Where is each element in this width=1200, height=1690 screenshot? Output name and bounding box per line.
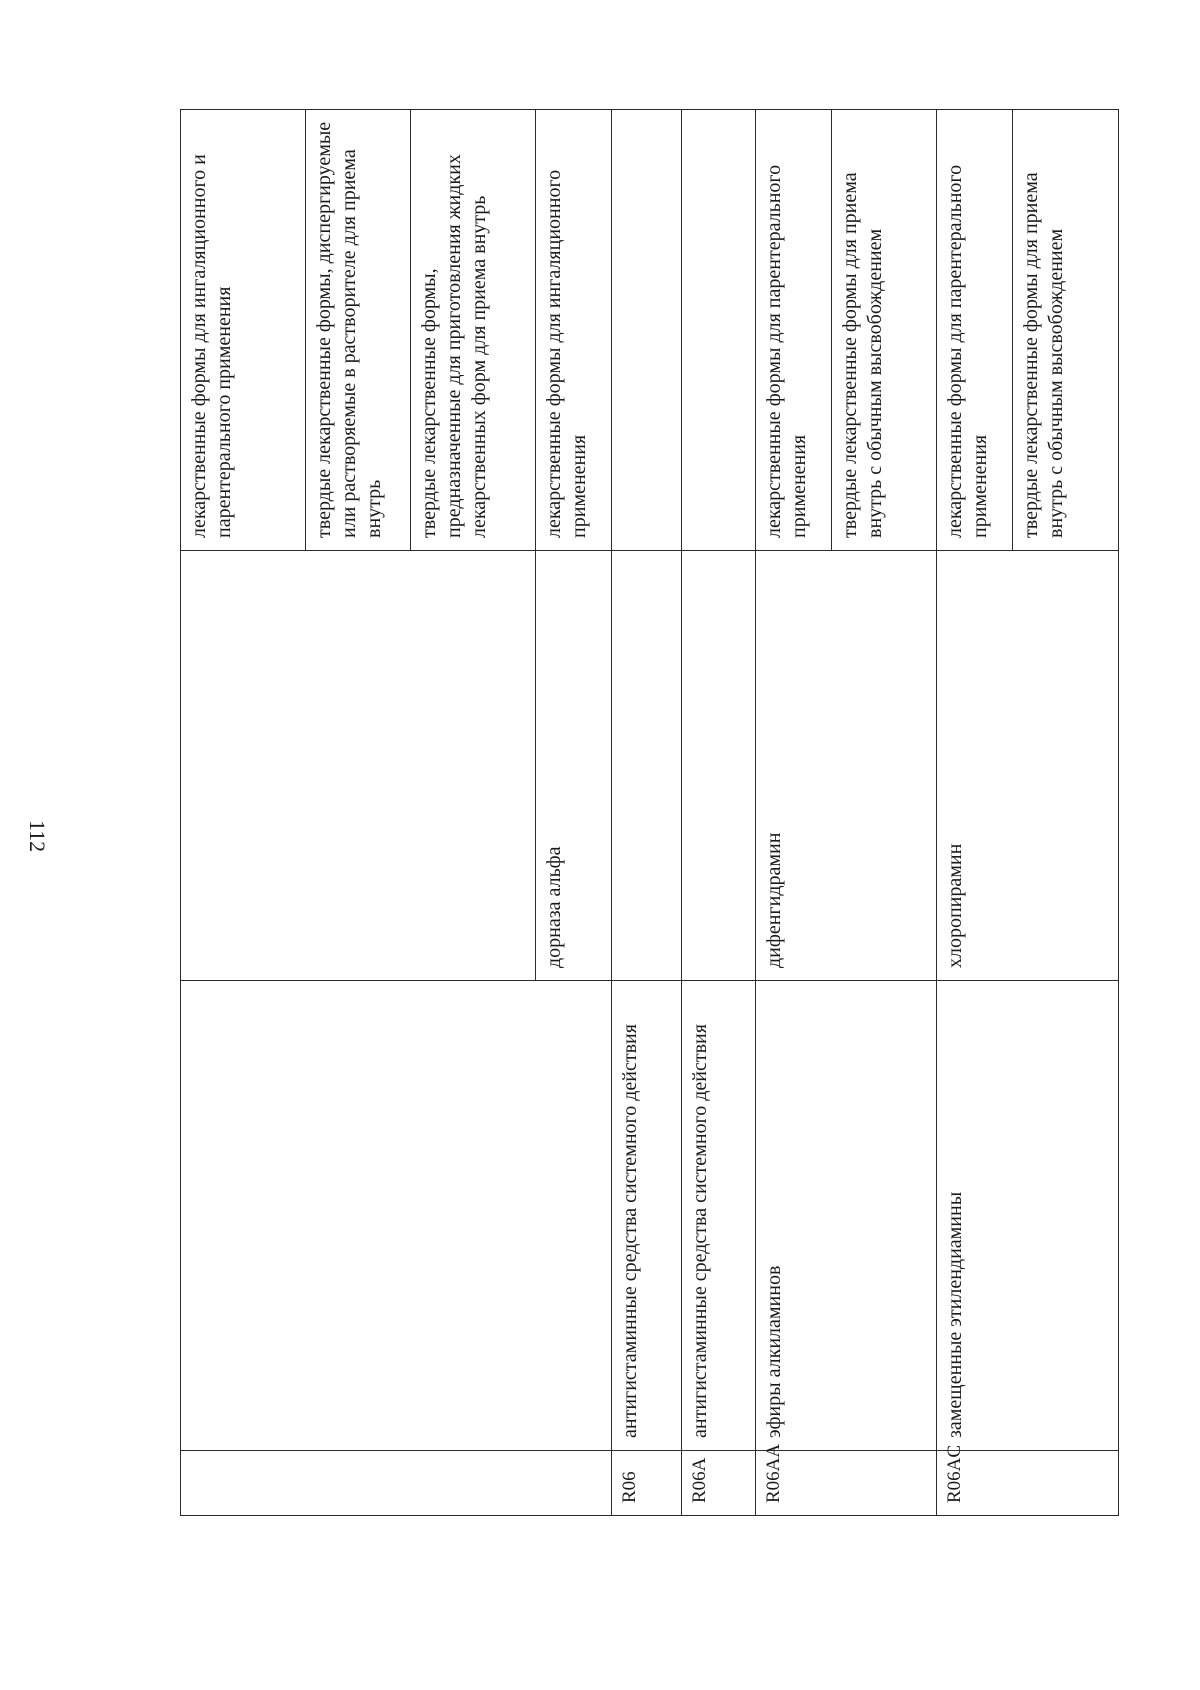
- group-cell: замещенные этилендиамины: [937, 981, 1119, 1451]
- form-cell: твердые лекарственные формы, диспергируемые или растворяемые в растворителе для приема внутрь: [305, 110, 411, 551]
- group-cell: антигистаминные средства системного действия: [611, 981, 681, 1451]
- drug-cell: [181, 551, 536, 981]
- drug-cell: дорназа альфа: [535, 551, 611, 981]
- form-cell: твердые лекарственные формы для приема внутрь с обычным высвобождением: [831, 110, 937, 551]
- code-cell: [181, 1451, 612, 1516]
- code-cell: R06A: [681, 1451, 755, 1516]
- drug-cell: хлоропирамин: [937, 551, 1119, 981]
- drug-table-container: [180, 110, 1119, 1516]
- code-cell: R06: [611, 1451, 681, 1516]
- group-cell: эфиры алкиламинов: [755, 981, 937, 1451]
- drug-cell: дифенгидрамин: [755, 551, 937, 981]
- table-row: [681, 110, 755, 1516]
- form-cell: лекарственные формы для ингаляционного и парентерального применения: [181, 110, 306, 551]
- code-cell: R06AA: [755, 1451, 937, 1516]
- form-cell: лекарственные формы для парентерального применения: [755, 110, 831, 551]
- form-cell: [681, 110, 755, 551]
- table-row: [755, 110, 831, 1516]
- form-cell: твердые лекарственные формы для приема внутрь с обычным высвобождением: [1013, 110, 1119, 551]
- group-cell: [181, 981, 612, 1451]
- table-row: [181, 110, 306, 1516]
- group-cell: антигистаминные средства системного действия: [681, 981, 755, 1451]
- drug-cell: [611, 551, 681, 981]
- table-row: [937, 110, 1013, 1516]
- table-row: [611, 110, 681, 1516]
- drug-cell: [681, 551, 755, 981]
- form-cell: [611, 110, 681, 551]
- form-cell: твердые лекарственные формы, предназначенные для приготовления жидких лекарственных форм для приема внутрь: [411, 110, 536, 551]
- form-cell: лекарственные формы для ингаляционного применения: [535, 110, 611, 551]
- code-cell: R06AC: [937, 1451, 1119, 1516]
- form-cell: лекарственные формы для парентерального применения: [937, 110, 1013, 551]
- page-number: 112: [25, 820, 50, 853]
- drug-table: [180, 109, 1119, 1516]
